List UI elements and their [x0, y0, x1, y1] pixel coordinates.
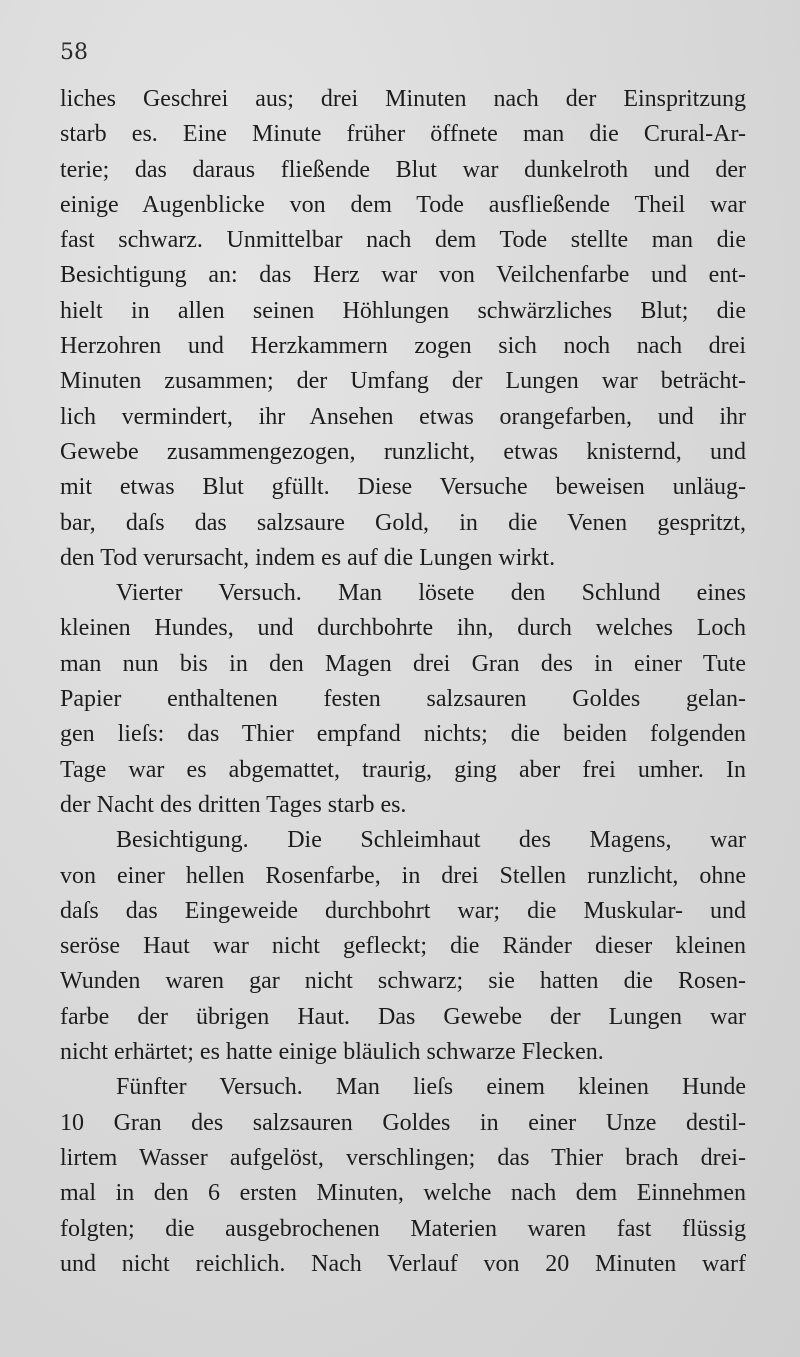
text-line: Papier enthaltenen festen salzsauren Goldes gelan- [60, 686, 746, 713]
text-line: daſs das Eingeweide durchbohrt war; die Muskular- und [60, 897, 746, 924]
text-line: von einer hellen Rosenfarbe, in drei Stellen runzlicht, ohne [60, 862, 746, 889]
text-line: mit etwas Blut gfüllt. Diese Versuche beweisen unläug- [60, 474, 746, 501]
text-line: Gewebe zusammengezogen, runzlicht, etwas knisternd, und [60, 438, 746, 465]
text-line: einige Augenblicke von dem Tode ausfließende Theil war [60, 191, 746, 218]
text-line: Herzohren und Herzkammern zogen sich noch nach drei [60, 333, 746, 360]
section-heading-line: Fünfter Versuch. Man lieſs einem kleinen Hunde [116, 1074, 746, 1101]
text-line: Wunden waren gar nicht schwarz; sie hatten die Rosen- [60, 968, 746, 995]
text-line: den Tod verursacht, indem es auf die Lungen wirkt. [60, 544, 556, 571]
text-line: seröse Haut war nicht gefleckt; die Ränder dieser kleinen [60, 933, 746, 960]
text-line: liches Geschrei aus; drei Minuten nach der Einspritzung [60, 86, 746, 112]
text-line: man nun bis in den Magen drei Gran des in einer Tute [60, 650, 746, 677]
text-line: und nicht reichlich. Nach Verlauf von 20 Minuten warf [60, 1250, 746, 1277]
text-line: farbe der übrigen Haut. Das Gewebe der Lungen war [60, 1003, 746, 1030]
text-line: fast schwarz. Unmittelbar nach dem Tode stellte man die [60, 227, 746, 254]
text-line: nicht erhärtet; es hatte einige bläulich schwarze Flecken. [60, 1039, 604, 1066]
text-line: hielt in allen seinen Höhlungen schwärzliches Blut; die [60, 297, 746, 324]
page-number: 58 [60, 40, 88, 65]
text-line: lirtem Wasser aufgelöst, verschlingen; das Thier brach drei- [60, 1144, 746, 1171]
text-line: kleinen Hundes, und durchbohrte ihn, durch welches Loch [60, 615, 746, 642]
text-line: gen lieſs: das Thier empfand nichts; die beiden folgenden [60, 721, 746, 748]
text-line: der Nacht des dritten Tages starb es. [60, 791, 407, 818]
text-line: Tage war es abgemattet, traurig, ging aber frei umher. In [60, 756, 746, 783]
text-line: bar, daſs das salzsaure Gold, in die Venen gespritzt, [60, 509, 746, 536]
section-heading-line: Besichtigung. Die Schleimhaut des Magens, war [116, 827, 746, 854]
text-line: Minuten zusammen; der Umfang der Lungen war beträcht- [60, 368, 746, 395]
text-line: mal in den 6 ersten Minuten, welche nach dem Einnehmen [60, 1180, 746, 1207]
text-line: terie; das daraus fließende Blut war dunkelroth und der [60, 156, 746, 183]
text-line: Besichtigung an: das Herz war von Veilchenfarbe und ent- [60, 262, 746, 289]
text-line: folgten; die ausgebrochenen Materien waren fast flüssig [60, 1215, 746, 1242]
text-line: 10 Gran des salzsauren Goldes in einer Unze destil- [60, 1109, 746, 1136]
text-line: starb es. Eine Minute früher öffnete man die Crural-Ar- [60, 121, 746, 148]
body-text [60, 82, 746, 1282]
section-heading-line: Vierter Versuch. Man lösete den Schlund eines [116, 580, 746, 607]
text-line: lich vermindert, ihr Ansehen etwas orangefarben, und ihr [60, 403, 746, 430]
